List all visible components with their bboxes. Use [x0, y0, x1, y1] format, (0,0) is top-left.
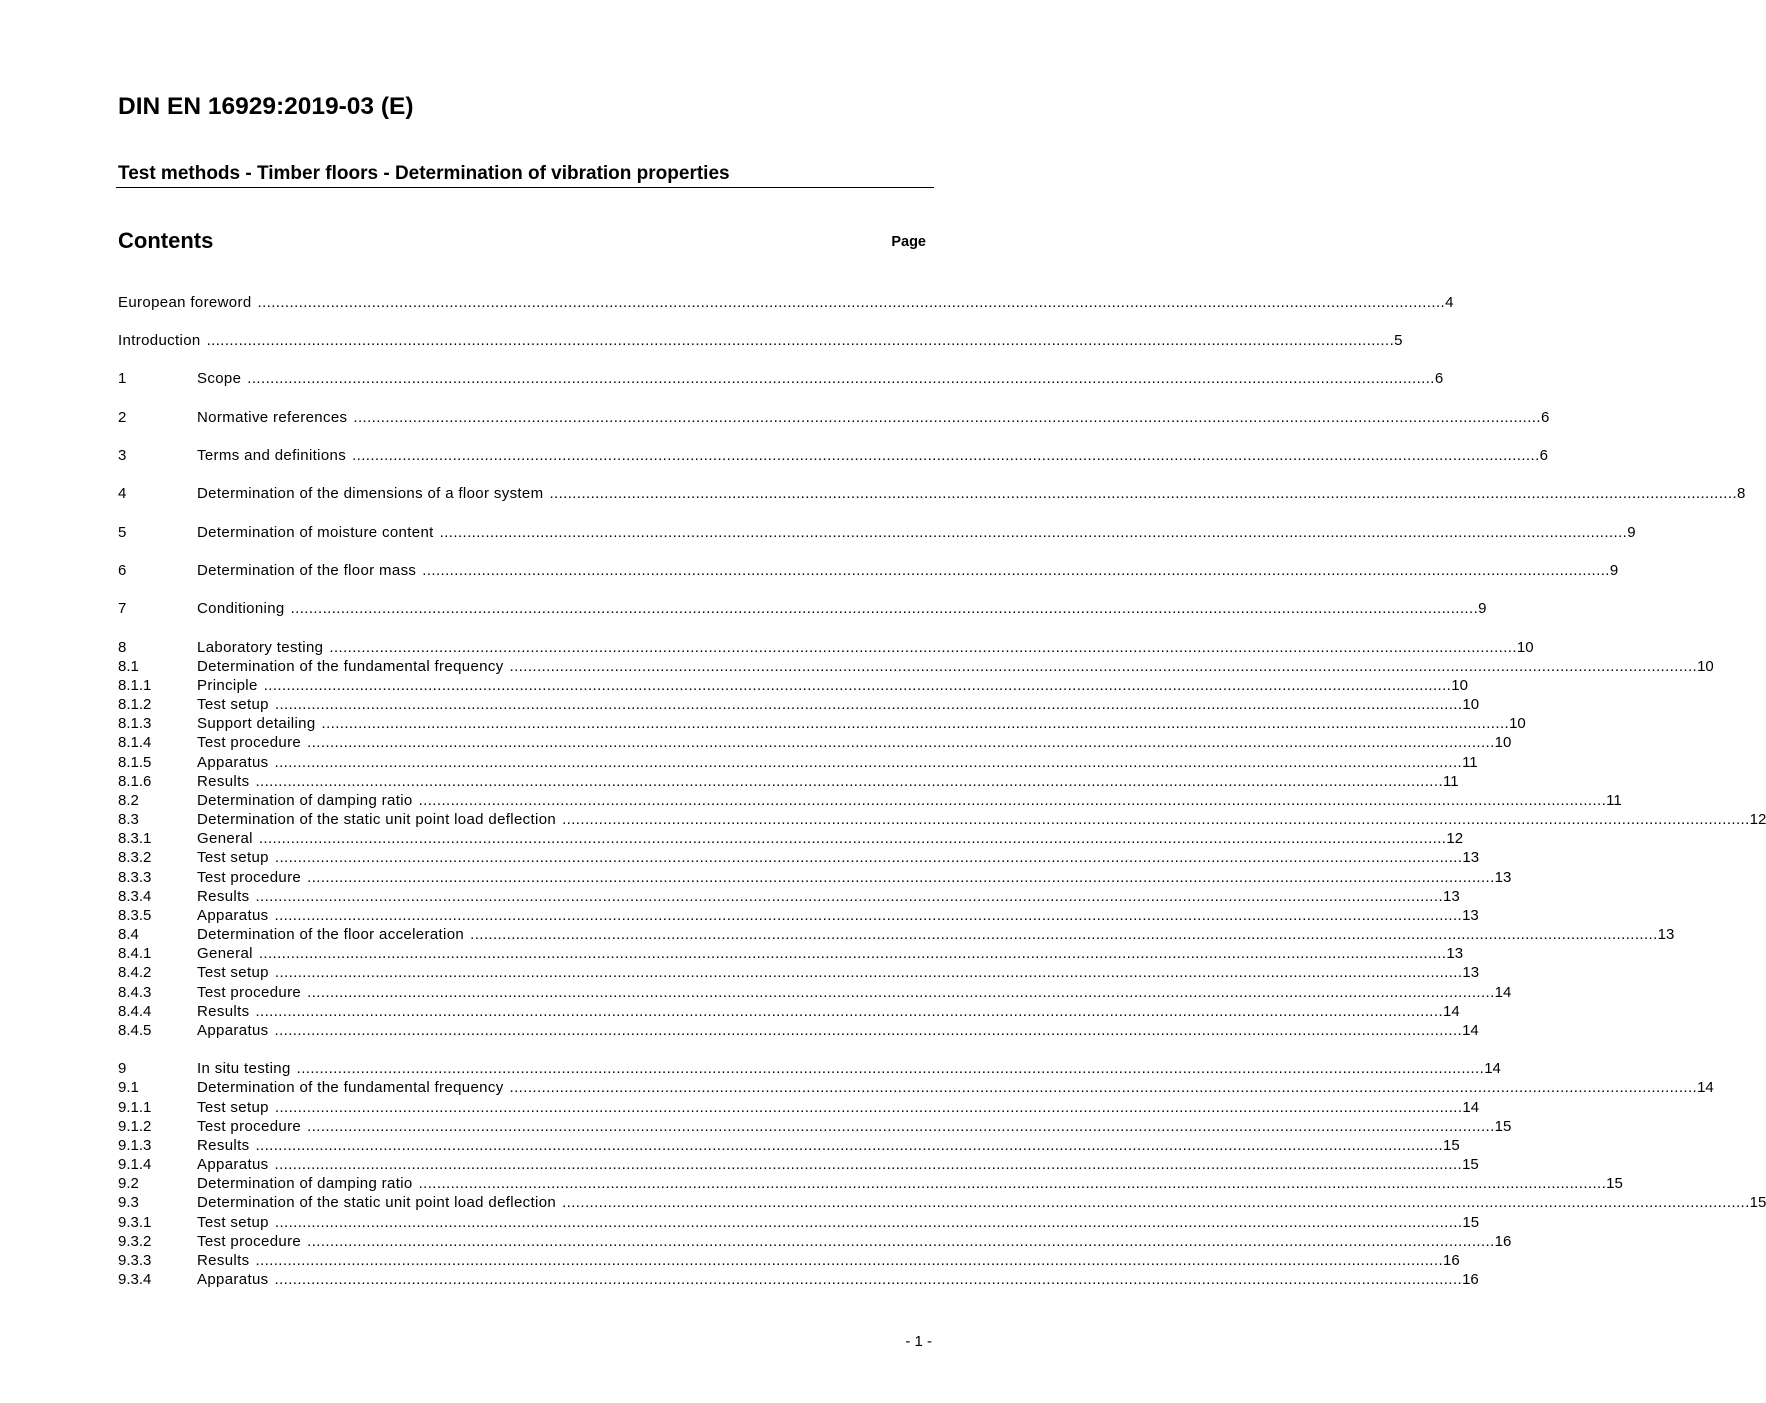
toc-entry-page: 8	[1737, 485, 1746, 502]
toc-entry[interactable]	[118, 1059, 1501, 1078]
toc-entry-page: 9	[1609, 562, 1619, 579]
toc-entry-title: Determination of damping ratio	[197, 792, 413, 809]
toc-dot-leader: ....................................................................................................................................................................................................................................................................	[307, 734, 1495, 751]
document-id: DIN EN 16929:2019-03 (E)	[118, 93, 414, 120]
toc-entry-number: 9	[118, 1060, 127, 1077]
toc-entry-number: 9.3	[118, 1194, 139, 1211]
toc-entry-page: 12	[1446, 830, 1464, 847]
toc-entry-page: 4	[1445, 294, 1454, 311]
toc-entry-number: 2	[118, 409, 127, 426]
toc-dot-leader: ....................................................................................................................................................................................................................................................................	[439, 524, 1628, 541]
toc-dot-leader: ....................................................................................................................................................................................................................................................................	[509, 1079, 1698, 1096]
toc-entry-title: Determination of moisture content	[197, 524, 434, 541]
toc-entry[interactable]	[118, 1232, 1512, 1251]
toc-entry[interactable]	[118, 446, 1548, 465]
toc-entry-page: 15	[1494, 1118, 1512, 1135]
toc-entry-number: 8	[118, 639, 127, 656]
toc-entry-page: 13	[1462, 907, 1479, 924]
toc-entry-page: 11	[1462, 754, 1478, 771]
toc-entry-page: 9	[1627, 524, 1636, 541]
toc-entry-page: 14	[1443, 1003, 1460, 1020]
toc-entry[interactable]	[118, 848, 1480, 867]
toc-entry-page: 15	[1462, 1214, 1480, 1231]
toc-entry-number: 8.4.4	[118, 1003, 152, 1020]
toc-entry[interactable]	[118, 561, 1619, 580]
toc-entry-number: 9.1.3	[118, 1137, 152, 1154]
toc-dot-leader: ....................................................................................................................................................................................................................................................................	[296, 1060, 1485, 1077]
toc-entry[interactable]	[118, 829, 1464, 848]
toc-entry-number: 8.1	[118, 658, 139, 675]
toc-entry-title: Test procedure	[197, 984, 302, 1001]
toc-entry-title: Results	[197, 888, 250, 905]
toc-entry-page: 12	[1749, 811, 1766, 828]
toc-entry-number: 8.3.2	[118, 849, 152, 866]
toc-entry-page: 16	[1494, 1233, 1512, 1250]
toc-dot-leader: ....................................................................................................................................................................................................................................................................	[274, 1099, 1463, 1116]
page-column-heading: Page	[891, 234, 926, 250]
toc-entry-page: 13	[1462, 964, 1480, 981]
toc-entry-number: 8.3	[118, 811, 139, 828]
toc-entry-number: 9.3.1	[118, 1214, 152, 1231]
toc-entry-number: 1	[118, 370, 127, 387]
toc-entry-title: Determination of the static unit point load deflection	[197, 1194, 557, 1211]
toc-entry-number: 9.3.4	[118, 1271, 152, 1288]
toc-entry-title: Test setup	[197, 849, 269, 866]
toc-entry[interactable]	[118, 293, 1454, 312]
toc-entry-title: Apparatus	[197, 1156, 269, 1173]
toc-entry[interactable]	[118, 887, 1460, 906]
toc-entry-title: Determination of the fundamental frequency	[197, 658, 504, 675]
toc-dot-leader: ....................................................................................................................................................................................................................................................................	[255, 1252, 1444, 1269]
toc-entry-page: 15	[1462, 1156, 1479, 1173]
toc-dot-leader: ....................................................................................................................................................................................................................................................................	[290, 600, 1479, 617]
toc-dot-leader: ....................................................................................................................................................................................................................................................................	[307, 869, 1495, 886]
toc-dot-leader: ....................................................................................................................................................................................................................................................................	[255, 1137, 1444, 1154]
toc-dot-leader: ....................................................................................................................................................................................................................................................................	[307, 1233, 1495, 1250]
toc-entry-page: 15	[1749, 1194, 1766, 1211]
toc-entry-title: Determination of damping ratio	[197, 1175, 413, 1192]
toc-dot-leader: ....................................................................................................................................................................................................................................................................	[509, 658, 1698, 675]
toc-entry-title: Test setup	[197, 1099, 269, 1116]
toc-entry-page: 14	[1462, 1099, 1480, 1116]
toc-entry-title: Support detailing	[197, 715, 316, 732]
toc-entry-title: Apparatus	[197, 907, 269, 924]
toc-entry[interactable]	[118, 331, 1403, 350]
toc-entry[interactable]	[118, 944, 1464, 963]
toc-entry-page: 13	[1657, 926, 1675, 943]
toc-entry[interactable]	[118, 1117, 1512, 1136]
toc-entry[interactable]	[118, 772, 1459, 791]
toc-entry[interactable]	[118, 638, 1534, 657]
toc-entry-page: 14	[1697, 1079, 1714, 1096]
toc-dot-leader: ....................................................................................................................................................................................................................................................................	[206, 332, 1395, 349]
toc-entry-number: 8.3.4	[118, 888, 152, 905]
toc-entry-page: 14	[1494, 984, 1512, 1001]
toc-dot-leader: ....................................................................................................................................................................................................................................................................	[418, 1175, 1607, 1192]
toc-entry-page: 11	[1443, 773, 1459, 790]
toc-entry-title: Determination of the static unit point load deflection	[197, 811, 557, 828]
toc-dot-leader: ....................................................................................................................................................................................................................................................................	[274, 1271, 1463, 1288]
toc-entry-title: Apparatus	[197, 1271, 269, 1288]
toc-entry-number: 8.1.2	[118, 696, 152, 713]
toc-entry-page: 13	[1446, 945, 1464, 962]
toc-entry-number: 8.1.6	[118, 773, 152, 790]
toc-entry-title: General	[197, 945, 253, 962]
toc-dot-leader: ....................................................................................................................................................................................................................................................................	[307, 984, 1495, 1001]
toc-entry-number: 8.3.1	[118, 830, 152, 847]
toc-entry-title: Introduction	[118, 332, 201, 349]
toc-dot-leader: ....................................................................................................................................................................................................................................................................	[562, 811, 1750, 828]
toc-entry[interactable]	[118, 906, 1479, 925]
toc-entry-title: Results	[197, 1137, 250, 1154]
toc-entry-title: Apparatus	[197, 1022, 269, 1039]
toc-entry-number: 8.3.5	[118, 907, 152, 924]
toc-entry-number: 4	[118, 485, 127, 502]
toc-entry-page: 10	[1462, 696, 1480, 713]
toc-entry-title: Scope	[197, 370, 242, 387]
toc-entry-number: 8.4	[118, 926, 139, 943]
toc-entry-number: 8.4.5	[118, 1022, 152, 1039]
toc-dot-leader: ....................................................................................................................................................................................................................................................................	[258, 830, 1447, 847]
page-number: - 1 -	[905, 1333, 932, 1350]
toc-entry-number: 9.3.3	[118, 1252, 152, 1269]
toc-entry-title: Terms and definitions	[197, 447, 347, 464]
toc-dot-leader: ....................................................................................................................................................................................................................................................................	[274, 907, 1463, 924]
toc-entry-title: Determination of the fundamental frequency	[197, 1079, 504, 1096]
toc-entry[interactable]	[118, 1136, 1460, 1155]
toc-entry-number: 8.4.2	[118, 964, 152, 981]
toc-entry-title: Apparatus	[197, 754, 269, 771]
toc-entry-page: 6	[1540, 409, 1550, 426]
toc-entry[interactable]	[118, 1155, 1479, 1174]
toc-dot-leader: ....................................................................................................................................................................................................................................................................	[470, 926, 1658, 943]
toc-entry-page: 15	[1443, 1137, 1460, 1154]
toc-entry-number: 8.2	[118, 792, 139, 809]
toc-entry[interactable]	[118, 963, 1480, 982]
toc-entry[interactable]	[118, 1098, 1480, 1117]
toc-entry[interactable]	[118, 369, 1444, 388]
toc-entry-number: 9.1.1	[118, 1099, 152, 1116]
toc-entry[interactable]	[118, 1002, 1460, 1021]
toc-entry-page: 6	[1434, 370, 1444, 387]
toc-dot-leader: ....................................................................................................................................................................................................................................................................	[329, 639, 1517, 656]
toc-dot-leader: ....................................................................................................................................................................................................................................................................	[258, 945, 1447, 962]
toc-entry[interactable]	[118, 983, 1512, 1002]
toc-entry-page: 16	[1462, 1271, 1479, 1288]
toc-dot-leader: ....................................................................................................................................................................................................................................................................	[321, 715, 1510, 732]
toc-entry-title: Test procedure	[197, 869, 302, 886]
toc-entry-title: Test setup	[197, 1214, 269, 1231]
toc-entry-number: 8.1.3	[118, 715, 152, 732]
toc-entry-title: General	[197, 830, 253, 847]
toc-entry-page: 10	[1516, 639, 1534, 656]
toc-entry-page: 14	[1484, 1060, 1501, 1077]
toc-entry-number: 3	[118, 447, 127, 464]
toc-entry-title: Determination of the floor acceleration	[197, 926, 465, 943]
toc-dot-leader: ....................................................................................................................................................................................................................................................................	[274, 754, 1463, 771]
toc-entry-title: Conditioning	[197, 600, 285, 617]
toc-entry-number: 8.4.1	[118, 945, 152, 962]
toc-entry-title: Results	[197, 1003, 250, 1020]
toc-dot-leader: ....................................................................................................................................................................................................................................................................	[352, 447, 1540, 464]
toc-entry-page: 15	[1606, 1175, 1623, 1192]
toc-entry[interactable]	[118, 1174, 1623, 1193]
toc-entry[interactable]	[118, 657, 1714, 676]
document-title: Test methods - Timber floors - Determination of vibration properties	[118, 163, 730, 184]
toc-entry-number: 5	[118, 524, 127, 541]
toc-entry-page: 10	[1509, 715, 1526, 732]
toc-entry-page: 10	[1451, 677, 1468, 694]
toc-entry-number: 6	[118, 562, 127, 579]
toc-entry-number: 8.4.3	[118, 984, 152, 1001]
toc-entry-page: 5	[1394, 332, 1403, 349]
toc-dot-leader: ....................................................................................................................................................................................................................................................................	[274, 1214, 1463, 1231]
toc-entry-number: 8.3.3	[118, 869, 152, 886]
toc-dot-leader: ....................................................................................................................................................................................................................................................................	[274, 964, 1463, 981]
toc-entry-title: Test setup	[197, 696, 269, 713]
toc-entry-title: Results	[197, 1252, 250, 1269]
toc-entry[interactable]	[118, 1251, 1460, 1270]
toc-entry-number: 9.1.4	[118, 1156, 152, 1173]
toc-entry-page: 14	[1462, 1022, 1479, 1039]
toc-entry-page: 13	[1494, 869, 1512, 886]
toc-entry-page: 13	[1462, 849, 1480, 866]
toc-entry[interactable]	[118, 925, 1675, 944]
toc-dot-leader: ....................................................................................................................................................................................................................................................................	[307, 1118, 1495, 1135]
toc-entry[interactable]	[118, 753, 1478, 772]
toc-dot-leader: ....................................................................................................................................................................................................................................................................	[247, 370, 1435, 387]
toc-dot-leader: ....................................................................................................................................................................................................................................................................	[562, 1194, 1750, 1211]
toc-dot-leader: ....................................................................................................................................................................................................................................................................	[418, 792, 1607, 809]
toc-entry-number: 9.1	[118, 1079, 139, 1096]
toc-dot-leader: ....................................................................................................................................................................................................................................................................	[255, 888, 1444, 905]
toc-entry-title: Results	[197, 773, 250, 790]
toc-entry[interactable]	[118, 599, 1487, 618]
toc-entry-title: Test procedure	[197, 734, 302, 751]
toc-entry[interactable]	[118, 791, 1622, 810]
toc-entry-title: Principle	[197, 677, 258, 694]
contents-heading: Contents	[118, 228, 214, 253]
toc-dot-leader: ....................................................................................................................................................................................................................................................................	[422, 562, 1610, 579]
toc-entry[interactable]	[118, 1193, 1766, 1212]
toc-dot-leader: ....................................................................................................................................................................................................................................................................	[353, 409, 1541, 426]
toc-entry-number: 7	[118, 600, 127, 617]
toc-entry-title: In situ testing	[197, 1060, 291, 1077]
toc-dot-leader: ....................................................................................................................................................................................................................................................................	[274, 1156, 1463, 1173]
toc-entry-title: Test procedure	[197, 1233, 302, 1250]
toc-dot-leader: ....................................................................................................................................................................................................................................................................	[549, 485, 1738, 502]
toc-entry-page: 11	[1606, 792, 1622, 809]
toc-entry-title: European foreword	[118, 294, 252, 311]
toc-entry[interactable]	[118, 868, 1512, 887]
toc-entry[interactable]	[118, 695, 1480, 714]
toc-entry-title: Laboratory testing	[197, 639, 324, 656]
toc-entry-number: 9.2	[118, 1175, 139, 1192]
toc-entry[interactable]	[118, 1213, 1480, 1232]
toc-entry[interactable]	[118, 484, 1746, 503]
toc-entry[interactable]	[118, 523, 1636, 542]
toc-entry-number: 8.1.1	[118, 677, 152, 694]
toc-entry-page: 9	[1478, 600, 1487, 617]
toc-dot-leader: ....................................................................................................................................................................................................................................................................	[274, 1022, 1463, 1039]
toc-dot-leader: ....................................................................................................................................................................................................................................................................	[255, 1003, 1444, 1020]
toc-entry-title: Determination of the dimensions of a floor system	[197, 485, 544, 502]
toc-entry[interactable]	[118, 810, 1766, 829]
toc-entry-title: Determination of the floor mass	[197, 562, 417, 579]
toc-entry-number: 8.1.5	[118, 754, 152, 771]
toc-dot-leader: ....................................................................................................................................................................................................................................................................	[257, 294, 1446, 311]
toc-entry-number: 8.1.4	[118, 734, 152, 751]
toc-entry[interactable]	[118, 714, 1526, 733]
toc-entry-page: 10	[1494, 734, 1512, 751]
toc-entry-page: 16	[1443, 1252, 1460, 1269]
title-rule	[116, 187, 934, 188]
toc-entry[interactable]	[118, 408, 1550, 427]
toc-entry-title: Test procedure	[197, 1118, 302, 1135]
toc-entry[interactable]	[118, 1078, 1714, 1097]
toc-entry-title: Test setup	[197, 964, 269, 981]
toc-entry[interactable]	[118, 1021, 1479, 1040]
toc-entry-number: 9.1.2	[118, 1118, 152, 1135]
toc-dot-leader: ....................................................................................................................................................................................................................................................................	[274, 696, 1463, 713]
toc-entry-number: 9.3.2	[118, 1233, 152, 1250]
toc-dot-leader: ....................................................................................................................................................................................................................................................................	[263, 677, 1452, 694]
toc-entry[interactable]	[118, 1270, 1479, 1289]
toc-entry[interactable]	[118, 733, 1512, 752]
toc-entry-page: 6	[1539, 447, 1548, 464]
toc-entry-title: Normative references	[197, 409, 348, 426]
toc-entry-page: 13	[1443, 888, 1460, 905]
toc-dot-leader: ....................................................................................................................................................................................................................................................................	[255, 773, 1444, 790]
toc-dot-leader: ....................................................................................................................................................................................................................................................................	[274, 849, 1463, 866]
toc-entry[interactable]	[118, 676, 1468, 695]
toc-entry-page: 10	[1697, 658, 1714, 675]
